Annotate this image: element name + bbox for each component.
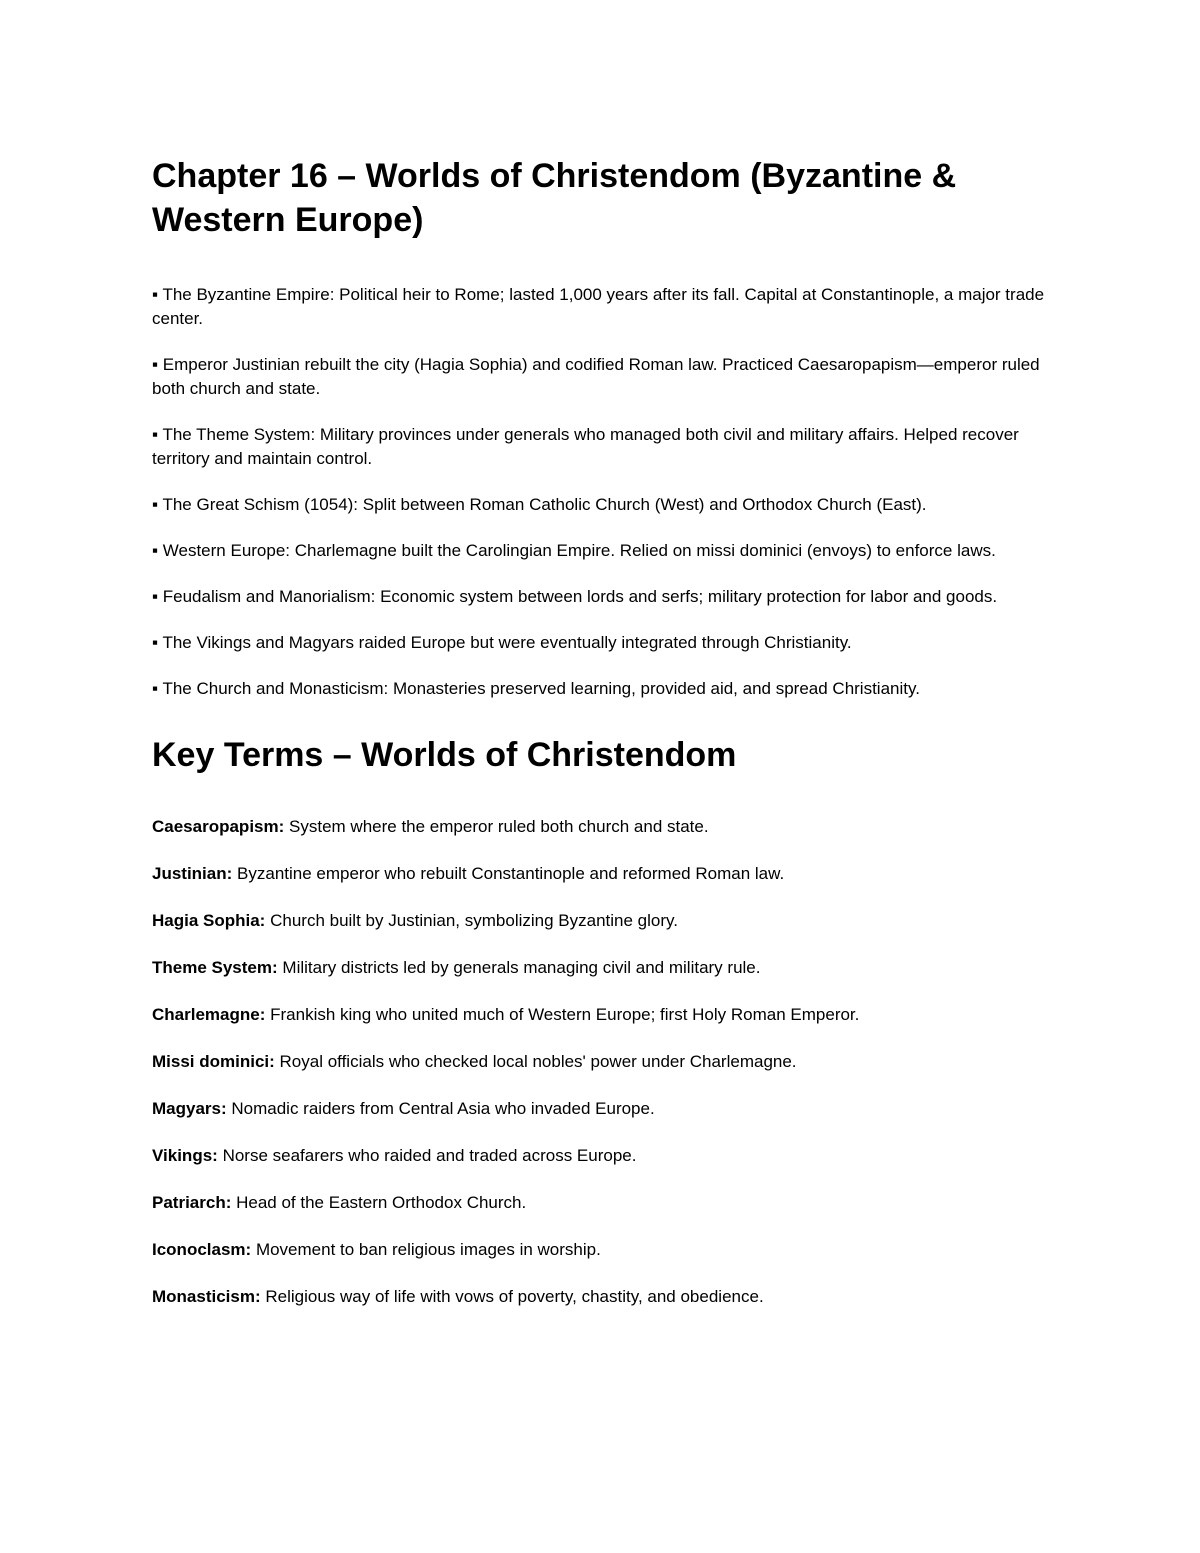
term-name: Iconoclasm: — [152, 1240, 252, 1259]
chapter-title: Chapter 16 – Worlds of Christendom (Byzantine & Western Europe) — [152, 157, 957, 239]
key-term-entry — [152, 815, 1052, 839]
term-name: Monasticism: — [152, 1287, 261, 1306]
bullet-mark: ▪ — [152, 495, 159, 514]
key-term-entry — [152, 862, 1052, 886]
summary-bullet — [152, 631, 1052, 655]
term-name: Hagia Sophia: — [152, 911, 266, 930]
term-definition: Head of the Eastern Orthodox Church. — [236, 1193, 527, 1212]
term-definition: Nomadic raiders from Central Asia who invaded Europe. — [231, 1099, 655, 1118]
key-terms-list — [152, 815, 1052, 1309]
term-name: Charlemagne: — [152, 1005, 266, 1024]
key-term-entry — [152, 1285, 1052, 1309]
bullet-mark: ▪ — [152, 679, 159, 698]
document-page — [152, 154, 1052, 1332]
key-term-entry — [152, 1050, 1052, 1074]
key-term-entry — [152, 909, 1052, 933]
term-definition: System where the emperor ruled both church and state. — [289, 817, 709, 836]
bullet-mark: ▪ — [152, 587, 159, 606]
term-definition: Military districts led by generals managing civil and military rule. — [282, 958, 761, 977]
bullet-text: The Great Schism (1054): Split between Roman Catholic Church (West) and Orthodox Church (East). — [162, 495, 927, 514]
term-name: Patriarch: — [152, 1193, 232, 1212]
term-definition: Religious way of life with vows of poverty, chastity, and obedience. — [265, 1287, 764, 1306]
key-term-entry — [152, 1144, 1052, 1168]
term-definition: Norse seafarers who raided and traded across Europe. — [222, 1146, 637, 1165]
bullet-mark: ▪ — [152, 633, 159, 652]
term-definition: Royal officials who checked local nobles' power under Charlemagne. — [279, 1052, 797, 1071]
summary-bullet — [152, 423, 1052, 471]
term-name: Justinian: — [152, 864, 233, 883]
term-name: Caesaropapism: — [152, 817, 285, 836]
term-definition: Frankish king who united much of Western Europe; first Holy Roman Emperor. — [270, 1005, 860, 1024]
term-name: Missi dominici: — [152, 1052, 275, 1071]
bullet-mark: ▪ — [152, 541, 159, 560]
key-term-entry — [152, 1191, 1052, 1215]
summary-bullet — [152, 283, 1052, 331]
bullet-mark: ▪ — [152, 425, 159, 444]
key-term-entry — [152, 956, 1052, 980]
term-definition: Movement to ban religious images in worship. — [255, 1240, 601, 1259]
key-term-entry — [152, 1097, 1052, 1121]
bullet-text: The Vikings and Magyars raided Europe but were eventually integrated through Christianity. — [162, 633, 852, 652]
summary-bullet — [152, 493, 1052, 517]
key-term-entry — [152, 1238, 1052, 1262]
bullet-text: The Byzantine Empire: Political heir to Rome; lasted 1,000 years after its fall. Capital at Constantinople, a major trade center. — [152, 285, 1045, 328]
bullet-text: Western Europe: Charlemagne built the Carolingian Empire. Relied on missi dominici (envoys) to enforce laws. — [162, 541, 996, 560]
term-name: Theme System: — [152, 958, 278, 977]
term-name: Vikings: — [152, 1146, 218, 1165]
bullet-text: The Church and Monasticism: Monasteries preserved learning, provided aid, and spread Christianity. — [162, 679, 920, 698]
key-terms-title: Key Terms – Worlds of Christendom — [152, 736, 737, 774]
term-definition: Church built by Justinian, symbolizing Byzantine glory. — [270, 911, 678, 930]
summary-bullet-list — [152, 283, 1052, 701]
bullet-text: The Theme System: Military provinces under generals who managed both civil and military affairs. Helped recover territory and maintain control. — [152, 425, 1019, 468]
term-definition: Byzantine emperor who rebuilt Constantinople and reformed Roman law. — [237, 864, 785, 883]
bullet-text: Feudalism and Manorialism: Economic system between lords and serfs; military protection for labor and goods. — [162, 587, 998, 606]
bullet-mark: ▪ — [152, 355, 159, 374]
summary-bullet — [152, 353, 1052, 401]
term-name: Magyars: — [152, 1099, 227, 1118]
summary-bullet — [152, 677, 1052, 701]
bullet-mark: ▪ — [152, 285, 159, 304]
key-term-entry — [152, 1003, 1052, 1027]
bullet-text: Emperor Justinian rebuilt the city (Hagia Sophia) and codified Roman law. Practiced Caesaropapism—emperor ruled both church and state. — [152, 355, 1040, 398]
summary-bullet — [152, 585, 1052, 609]
summary-bullet — [152, 539, 1052, 563]
